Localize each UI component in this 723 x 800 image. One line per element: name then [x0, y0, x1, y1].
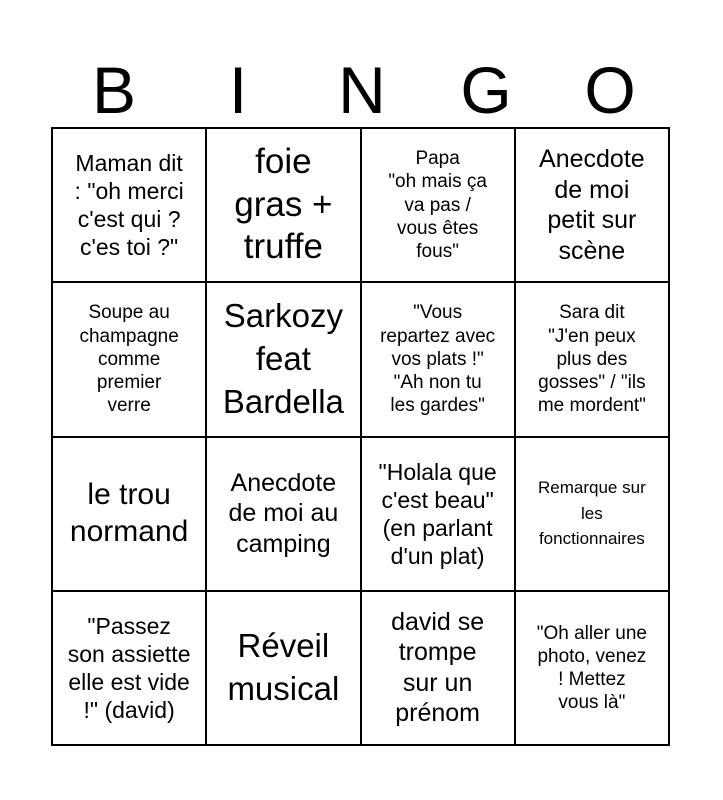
bingo-cell-6[interactable]: Sarkozy feat Bardella — [206, 282, 360, 436]
bingo-cell-13[interactable]: "Passez son assiette elle est vide !" (david) — [52, 591, 206, 745]
bingo-cell-11[interactable]: "Holala que c'est beau" (en parlant d'un plat) — [361, 437, 515, 591]
bingo-cell-16[interactable]: "Oh aller une photo, venez ! Mettez vous là" — [515, 591, 669, 745]
header-letter-n: N — [338, 53, 386, 127]
bingo-cell-15[interactable]: david se trompe sur un prénom — [361, 591, 515, 745]
bingo-cell-1[interactable]: Maman dit : "oh merci c'est qui ? c'es toi ?" — [52, 128, 206, 282]
bingo-cell-10[interactable]: Anecdote de moi au camping — [206, 437, 360, 591]
bingo-grid — [51, 127, 670, 746]
bingo-cell-3[interactable]: Papa "oh mais ça va pas / vous êtes fous" — [361, 128, 515, 282]
bingo-cell-8[interactable]: Sara dit "J'en peux plus des gosses" / "ils me mordent" — [515, 282, 669, 436]
bingo-cell-4[interactable]: Anecdote de moi petit sur scène — [515, 128, 669, 282]
bingo-cell-14[interactable]: Réveil musical — [206, 591, 360, 745]
header-letter-o: O — [584, 53, 636, 127]
bingo-header — [52, 52, 672, 128]
bingo-cell-2[interactable]: foie gras + truffe — [206, 128, 360, 282]
bingo-cell-12[interactable]: Remarque sur les fonctionnaires — [515, 437, 669, 591]
bingo-cell-5[interactable]: Soupe au champagne comme premier verre — [52, 282, 206, 436]
bingo-cell-7[interactable]: "Vous repartez avec vos plats !" "Ah non tu les gardes" — [361, 282, 515, 436]
bingo-cell-9[interactable]: le trou normand — [52, 437, 206, 591]
header-letter-i: I — [228, 53, 248, 127]
header-letter-b: B — [91, 53, 137, 127]
header-letter-g: G — [460, 53, 512, 127]
